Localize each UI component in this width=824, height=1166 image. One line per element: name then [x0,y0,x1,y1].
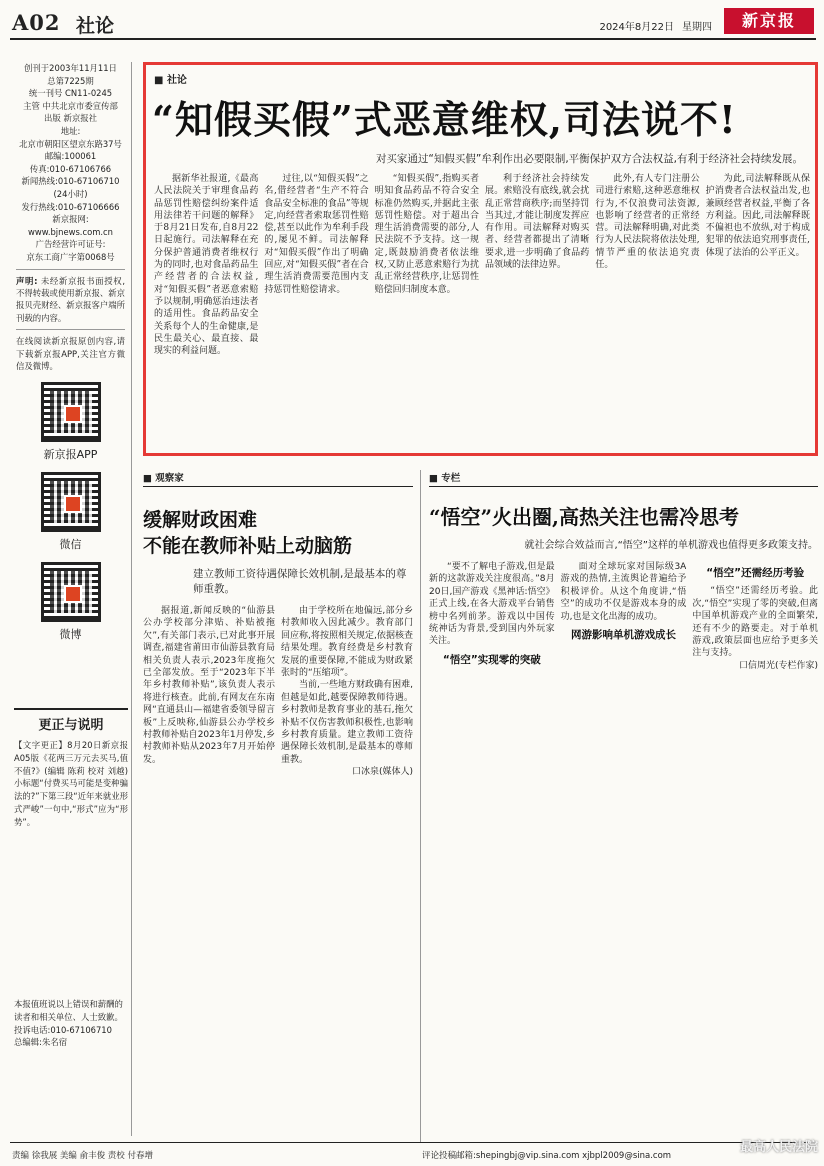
page-footer [10,1142,816,1164]
article-tag: ■ 专栏 [429,470,818,487]
issue-weekday: 星期四 [682,22,712,33]
publication-info-line: www.bjnews.com.cn [28,226,113,237]
editorial-column: 过往,以“知假买假”之名,借经营者“生产不符合食品安全标准的食品”等规定,向经营者索取惩罚性赔偿,甚至以此作为牟利手段的,屡见不鲜。司法解释对“知假买假”作出了明确回应,对“知假买假”者在合理生活消费需要范围内支持惩罚性赔偿请求。 [264,174,369,295]
publication-info-line: 北京市朝阳区望京东路37号 [19,138,122,149]
notice-text: 未经新京报书面授权,不得转载或使用新京报、新京报贝壳财经、新京报客户端所刊载的内容。 [16,275,125,323]
qr-weibo[interactable] [10,562,131,642]
qr-app[interactable] [10,382,131,462]
article-body [143,605,413,1125]
qr-code-icon [41,382,101,442]
article-byline: 口信周光(专栏作家) [738,660,819,671]
footer-email: 评论投稿邮箱:shepingbj@vip.sina.com xjbpl2009@sina.com [422,1151,672,1161]
publication-info-line: 新闻热线:010-67106710 [21,176,120,187]
masthead [10,4,816,40]
editorial-column: 利于经济社会持续发展。索赔没有底线,就会扰乱正常营商秩序;而坚持罚当其过,才能让制度发挥应有作用。司法解释对购买者、经营者都提出了清晰要求,进一步明确了食品药品领域的法律边界。 [484,174,590,271]
editorial-article [143,62,818,456]
publication-info-line: 总第7225期 [47,75,94,86]
observer-article [143,470,413,1142]
article-tag: ■ 观察家 [143,470,413,487]
article-column: 据报道,新闻反映的“仙游县公办学校部分津贴、补贴被拖欠”,有关部门表示,已对此事开展调查,福建省莆田市仙游县教育局相关负责人表示,2023年度拖欠已全部发放。至于“2023年下半年乡村教师补贴”,该负责人表示将进行核查。此前,有网友在东南网“直通县山—福建省委领导留言板”上反映称,仙游县公办学校乡村教师补贴自2023年1月停发,乡村教师补贴从2023年7月开始停发。 [143,606,275,765]
qr-code-icon [41,562,101,622]
editorial-subtitle: 对买家通过“知假买假”牟利作出必要限制,平衡保护双方合法权益,有利于经济社会持续发展。 [375,153,803,165]
article-column: 面对全球玩家对国际级3A游戏的热情,主流舆论普遍给予积极评价。从这个角度讲,“悟空”的成功不仅是游戏本身的成功,也是文化出海的成功。 网游影响单机游戏成长 [560,562,687,642]
qr-label-wechat: 微信 [59,538,82,552]
publication-info [10,62,131,264]
column-article [420,470,818,1142]
qr-code-icon [41,472,101,532]
sidebar-footer [14,998,128,1049]
article-column: “悟空”还需经历考验 “悟空”还需经历考验。此次,“悟空”实现了零的突破,但离中国单机游戏产业的全面繁荣,还有不少的路要走。对于单机游戏,政策层面也应给予更多关注与支持。 口信周光(专栏作家) [692,567,819,671]
editorial-column: 此外,有人专门注册公司进行索赔,这种恶意维权行为,不仅浪费司法资源,也影响了经营者的正常经营。司法解释明确,对此类行为人民法院将依法处理,情节严重的依法追究责任。 [595,174,700,271]
left-sidebar [10,62,132,1136]
editorial-title: “知假买假”式恶意维权,司法说不! [152,97,737,142]
article-column: “要不了解电子游戏,但是最新的这款游戏关注度很高。”8月20日,国产游戏《黑神话:悟空》正式上线,在各大游戏平台销售榜中名列前茅。游戏以中国传统神话为背景,受到国内外玩家关注。 “悟空”实现零的突破 [429,562,555,666]
article-title: “悟空”火出圈,高热关注也需冷思考 [429,505,739,529]
publication-info-line: 发行热线:010-67106666 [21,201,120,212]
article-byline: 口冰泉(媒体人) [351,767,413,778]
publication-info-line: 主管 中共北京市委宣传部 [23,100,118,111]
page-number: A02 [12,10,61,35]
chief-editor: 总编辑:朱名宿 [14,1037,68,1048]
section-title: 社论 [76,15,115,37]
subheading: “悟空”实现零的突破 [442,653,541,666]
qr-wechat[interactable] [10,472,131,552]
correction-title: 更正与说明 [38,718,104,733]
correction-text: 【文字更正】8月20日新京报A05版《花两三万元去买马,值不值?》(编辑 陈莉 校对 刘越)小标题“付费买马可能是变种骗法的?”下第三段“近年来就业形式严峻”一句中,“形式”应为“形势”。 [14,740,128,827]
publication-info-line: 地址: [60,125,81,136]
copyright-notice [10,275,131,325]
article-subtitle: 建立教师工资待遇保障长效机制,是最基本的尊师重教。 [193,568,407,595]
notice-title: 声明: [16,275,38,286]
publication-info-line: (24小时) [53,188,88,199]
publication-info-line: 出版 新京报社 [44,113,97,124]
app-notice: 在线阅读新京报原创内容,请下载新京报APP,关注官方微信及微博。 [16,336,125,371]
publication-info-line: 邮编:100061 [44,151,97,162]
issue-date: 2024年8月22日 [599,22,674,33]
editorial-column: “知假买假”,指购买者明知食品药品不符合安全标准仍然购买,并据此主张惩罚性赔偿。对于超出合理生活消费需要的部分,人民法院不予支持。这一规定,既鼓励消费者依法维权,又防止恶意索赔行为扰乱正常经营秩序,让惩罚性赔偿回归制度本意。 [374,174,479,295]
article-title: 缓解财政困难 不能在教师补贴上动脑筋 [143,509,353,557]
complaint-phone: 投诉电话:010-67106710 [14,1024,112,1035]
apology-text: 本报值班说以上错误和薪酬的读者和相关单位、人士致歉。 [14,999,123,1022]
article-body [429,561,818,1163]
subheading: 网游影响单机游戏成长 [571,629,676,642]
correction-box [14,708,128,986]
subheading: “悟空”还需经历考验 [706,567,805,579]
article-subtitle: 就社会综合效益而言,“悟空”这样的单机游戏也值得更多政策支持。 [524,540,818,551]
editorial-column: 为此,司法解释既从保护消费者合法权益出发,也兼顾经营者权益,平衡了各方利益。因此,司法解释既不偏袒也不放纵,对于构成犯罪的依法追究刑事责任,体现了法治的公平正义。 [705,174,810,258]
publication-info-line: 传真:010-67106766 [29,163,112,174]
editorial-column: 据新华社报道,《最高人民法院关于审理食品药品惩罚性赔偿纠纷案件适用法律若干问题的解释》于8月21日发布,自8月22日起施行。司法解释在充分保护普通消费者维权行为的同时,也对食品药品生产经营者的合法权益,对“知假买假”者恶意索赔予以规制,明确惩治违法者的适用性。食品药品安全关系每个人的生命健康,是民生最关心、最直接、最现实的利益问题。 [154,174,259,357]
publication-info-line: 京东工商广字第0068号 [26,251,115,262]
editorial-body [154,173,810,451]
publication-info-line: 新京报网: [52,214,89,225]
qr-label-weibo: 微博 [59,628,82,642]
publication-info-line: 统一刊号 CN11-0245 [28,88,113,99]
publication-info-line: 创刊于2003年11月11日 [24,63,117,73]
qr-label-app: 新京报APP [43,448,98,462]
watermark: 最高人民法院 [739,1140,818,1155]
footer-editors: 责编 徐我展 美编 俞丰俊 责校 付春增 [12,1151,154,1161]
publication-info-line: 广告经营许可证号: [35,239,106,250]
article-column: 由于学校所在地偏远,部分乡村教师收入因此减少。教育部门回应称,将按照相关规定,依据核查结果处理。教育经费是乡村教育发展的重要保障,不能成为财政紧张时的“压缩项”。 当前,一些地方财政确有困难,但越是如此,越要保障教师待遇。乡村教师是教育事业的基石,拖欠补贴不仅伤害教师积极性,也影响乡村教育质量。建立教师工资待遇保障长效机制,是最基本的尊师重教。 口冰泉(媒体人) [281,606,413,778]
editorial-tag: ■ 社论 [154,71,187,86]
newspaper-logo: 新京报 [724,8,814,34]
